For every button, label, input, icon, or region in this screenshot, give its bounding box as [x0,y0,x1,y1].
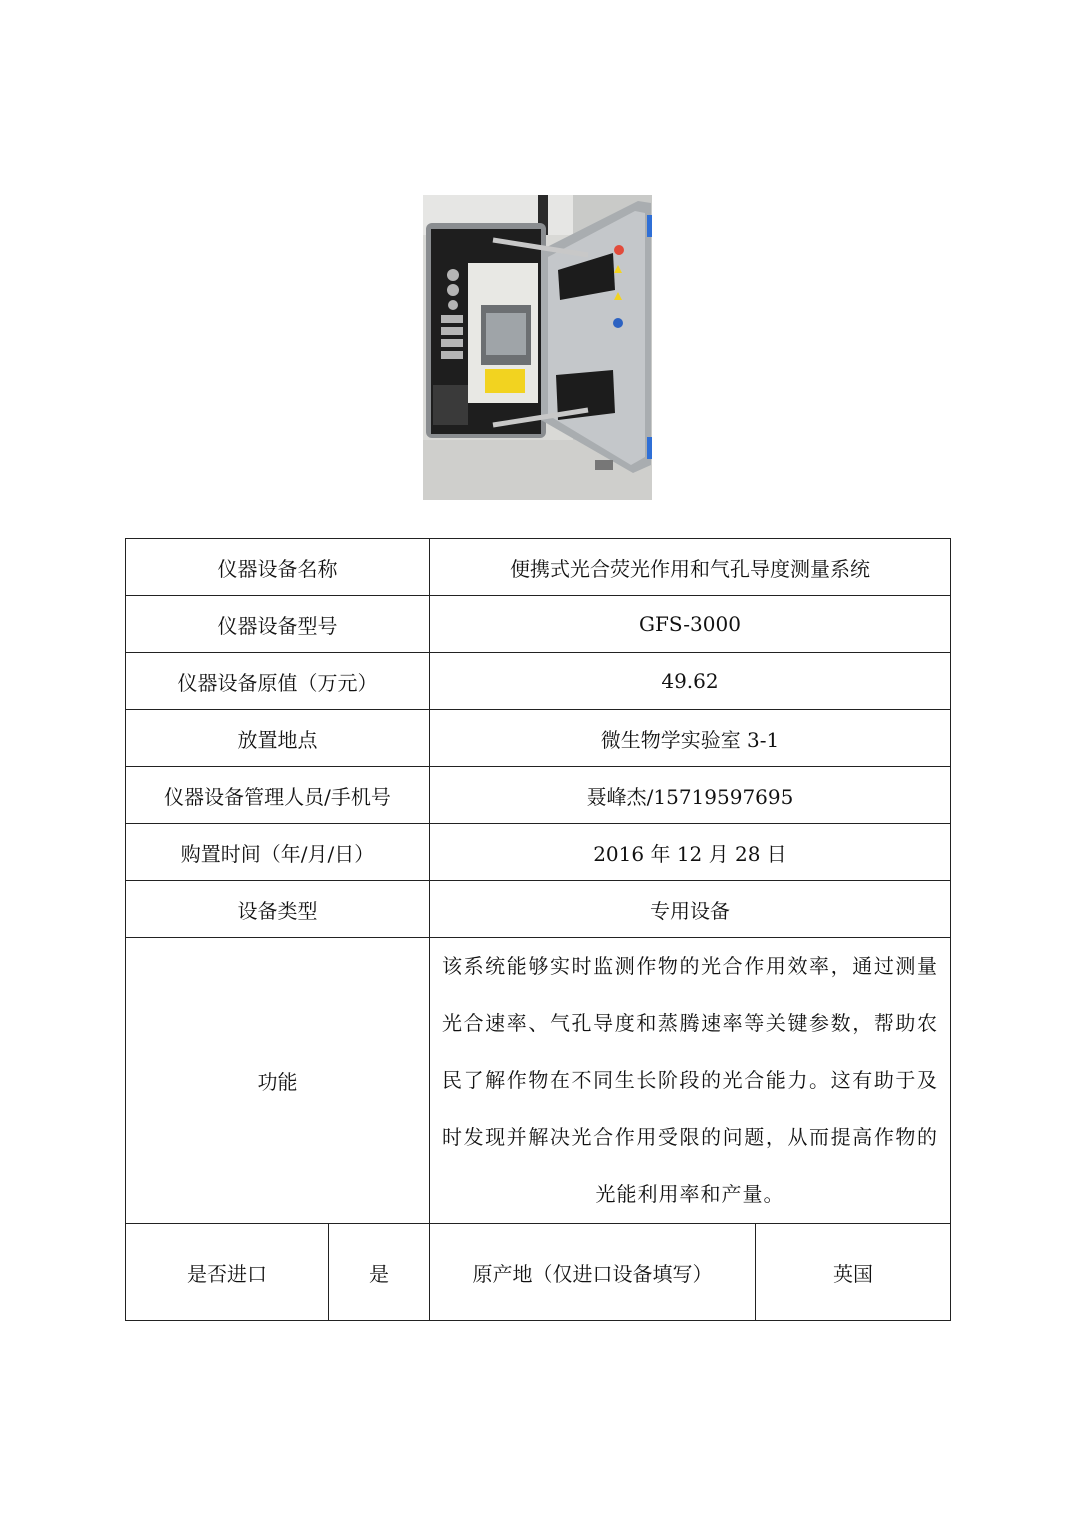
table-row [126,767,951,824]
equipment-photo-illustration [423,195,652,500]
row-label: 放置地点 [126,710,430,767]
function-row [126,938,951,1224]
row-value: 专用设备 [430,881,951,938]
row-value: GFS-3000 [430,596,951,653]
table-row [126,539,951,596]
row-value: 49.62 [430,653,951,710]
import-value: 是 [329,1224,430,1321]
row-label: 仪器设备管理人员/手机号 [126,767,430,824]
table-row [126,596,951,653]
import-label: 是否进口 [126,1224,329,1321]
row-label: 仪器设备名称 [126,539,430,596]
row-value: 微生物学实验室 3-1 [430,710,951,767]
row-label: 仪器设备原值（万元） [126,653,430,710]
row-label: 仪器设备型号 [126,596,430,653]
table-row [126,824,951,881]
import-row [126,1224,951,1321]
equipment-photo [423,195,652,500]
row-value: 便携式光合荧光作用和气孔导度测量系统 [430,539,951,596]
equipment-info-table [125,538,951,1321]
table-row [126,653,951,710]
origin-label: 原产地（仅进口设备填写） [430,1224,756,1321]
row-label: 设备类型 [126,881,430,938]
function-label: 功能 [126,938,430,1224]
table-row [126,710,951,767]
table-row [126,881,951,938]
row-label: 购置时间（年/月/日） [126,824,430,881]
origin-value: 英国 [756,1224,951,1321]
row-value: 聂峰杰/15719597695 [430,767,951,824]
row-value: 2016 年 12 月 28 日 [430,824,951,881]
function-description: 该系统能够实时监测作物的光合作用效率，通过测量光合速率、气孔导度和蒸腾速率等关键参数，帮助农民了解作物在不同生长阶段的光合能力。这有助于及时发现并解决光合作用受限的问题，从而提高作物的光能利用率和产量。 [430,938,951,1224]
